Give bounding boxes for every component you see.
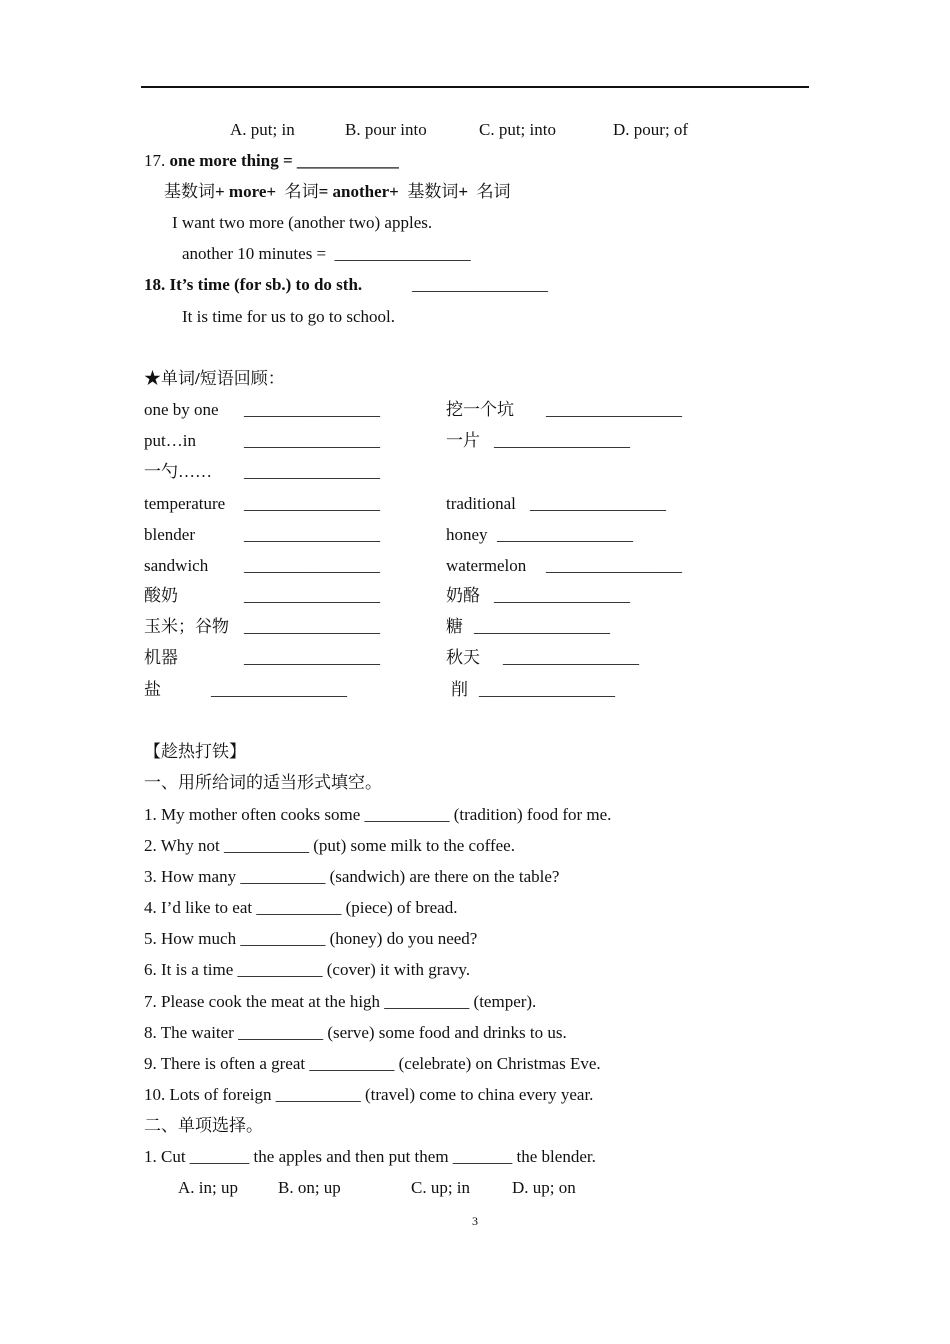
review-blank: ________________ bbox=[244, 648, 380, 667]
fill-item: 8. The waiter __________ (serve) some food and drinks to us. bbox=[144, 1023, 567, 1042]
fill-item: 1. My mother often cooks some __________ (tradition) food for me. bbox=[144, 805, 612, 824]
section-2-heading: 二、单项选择。 bbox=[144, 1116, 263, 1135]
mc-option-d: D. up; on bbox=[512, 1178, 576, 1197]
review-term: 秋天 bbox=[446, 648, 480, 667]
review-blank: ________________ bbox=[244, 494, 380, 513]
fill-item: 10. Lots of foreign __________ (travel) come to china every year. bbox=[144, 1085, 594, 1104]
review-term: traditional bbox=[446, 494, 516, 513]
review-term: one by one bbox=[144, 400, 219, 419]
review-blank: ________________ bbox=[546, 400, 682, 419]
item-17-number: 17. bbox=[144, 151, 170, 170]
review-term: sandwich bbox=[144, 556, 209, 575]
rule-part: + bbox=[458, 182, 469, 201]
review-term: 一片 bbox=[446, 431, 480, 450]
review-blank: ________________ bbox=[244, 586, 380, 605]
mc-question-1: 1. Cut _______ the apples and then put them _______ the blender. bbox=[144, 1147, 596, 1166]
review-term: 奶酪 bbox=[446, 586, 480, 605]
review-term: watermelon bbox=[446, 556, 527, 575]
fill-item: 5. How much __________ (honey) do you need? bbox=[144, 929, 478, 948]
item-17-phrase: one more thing = ____________ bbox=[169, 151, 399, 170]
review-term: temperature bbox=[144, 494, 226, 513]
review-blank: ________________ bbox=[244, 617, 380, 636]
review-term: 玉米；谷物 bbox=[144, 617, 229, 636]
review-term: 糖 bbox=[446, 617, 463, 636]
item-17-example: I want two more (another two) apples. bbox=[172, 213, 433, 232]
item-18-blank: ________________ bbox=[412, 275, 548, 294]
review-blank: ________________ bbox=[497, 525, 633, 544]
fill-item: 6. It is a time __________ (cover) it with gravy. bbox=[144, 960, 471, 979]
practice-heading: 【趁热打铁】 bbox=[144, 742, 246, 761]
page-number: 3 bbox=[472, 1214, 478, 1228]
rule-part: 名词 bbox=[276, 182, 319, 201]
fill-item: 2. Why not __________ (put) some milk to the coffee. bbox=[144, 836, 515, 855]
mc-option-a: A. in; up bbox=[178, 1178, 238, 1197]
option-b: B. pour into bbox=[345, 120, 427, 139]
review-term: 挖一个坑 bbox=[446, 400, 514, 419]
item-17-exercise: another 10 minutes = ________________ bbox=[182, 244, 471, 263]
rule-part: 基数词 bbox=[398, 182, 459, 201]
review-blank: ________________ bbox=[494, 586, 630, 605]
option-a: A. put; in bbox=[230, 120, 295, 139]
header-rule bbox=[141, 86, 809, 88]
rule-part: 基数词 bbox=[164, 182, 215, 201]
rule-part: + more+ bbox=[215, 182, 277, 201]
item-17-rule bbox=[164, 181, 511, 203]
review-blank: ________________ bbox=[474, 617, 610, 636]
review-term: blender bbox=[144, 525, 195, 544]
heading-part: / bbox=[195, 369, 200, 388]
fill-item: 9. There is often a great __________ (celebrate) on Christmas Eve. bbox=[144, 1054, 601, 1073]
review-blank: ________________ bbox=[244, 431, 380, 450]
review-term: 盐 bbox=[144, 680, 161, 699]
item-17-title bbox=[144, 150, 399, 172]
review-blank: ________________ bbox=[244, 462, 380, 481]
item-18-title: 18. It’s time (for sb.) to do sth. bbox=[144, 275, 363, 294]
heading-part: ★单词 bbox=[144, 369, 195, 388]
review-blank: ________________ bbox=[244, 525, 380, 544]
review-term: put…in bbox=[144, 431, 196, 450]
mc-option-c: C. up; in bbox=[411, 1178, 471, 1197]
review-blank: ________________ bbox=[494, 431, 630, 450]
fill-item: 4. I’d like to eat __________ (piece) of bread. bbox=[144, 898, 458, 917]
rule-part: 名词 bbox=[468, 182, 511, 201]
mc-option-b: B. on; up bbox=[278, 1178, 341, 1197]
review-blank: ________________ bbox=[546, 556, 682, 575]
fill-item: 7. Please cook the meat at the high __________ (temper). bbox=[144, 992, 537, 1011]
review-blank: ________________ bbox=[530, 494, 666, 513]
item-18-example: It is time for us to go to school. bbox=[182, 307, 395, 326]
section-1-heading: 一、用所给词的适当形式填空。 bbox=[144, 773, 382, 792]
heading-part: 短语回顾： bbox=[199, 369, 285, 388]
option-c: C. put; into bbox=[479, 120, 556, 139]
review-blank: ________________ bbox=[503, 648, 639, 667]
option-d: D. pour; of bbox=[613, 120, 689, 139]
review-term: 一勺…… bbox=[144, 462, 212, 481]
review-blank: ________________ bbox=[211, 680, 347, 699]
review-heading bbox=[144, 368, 285, 390]
fill-item: 3. How many __________ (sandwich) are there on the table? bbox=[144, 867, 560, 886]
review-blank: ________________ bbox=[244, 556, 380, 575]
review-term: honey bbox=[446, 525, 488, 544]
review-blank: ________________ bbox=[479, 680, 615, 699]
review-blank: ________________ bbox=[244, 400, 380, 419]
rule-part: = another+ bbox=[318, 182, 399, 201]
review-term: 削 bbox=[451, 680, 468, 699]
review-term: 机器 bbox=[144, 648, 178, 667]
review-term: 酸奶 bbox=[144, 586, 178, 605]
